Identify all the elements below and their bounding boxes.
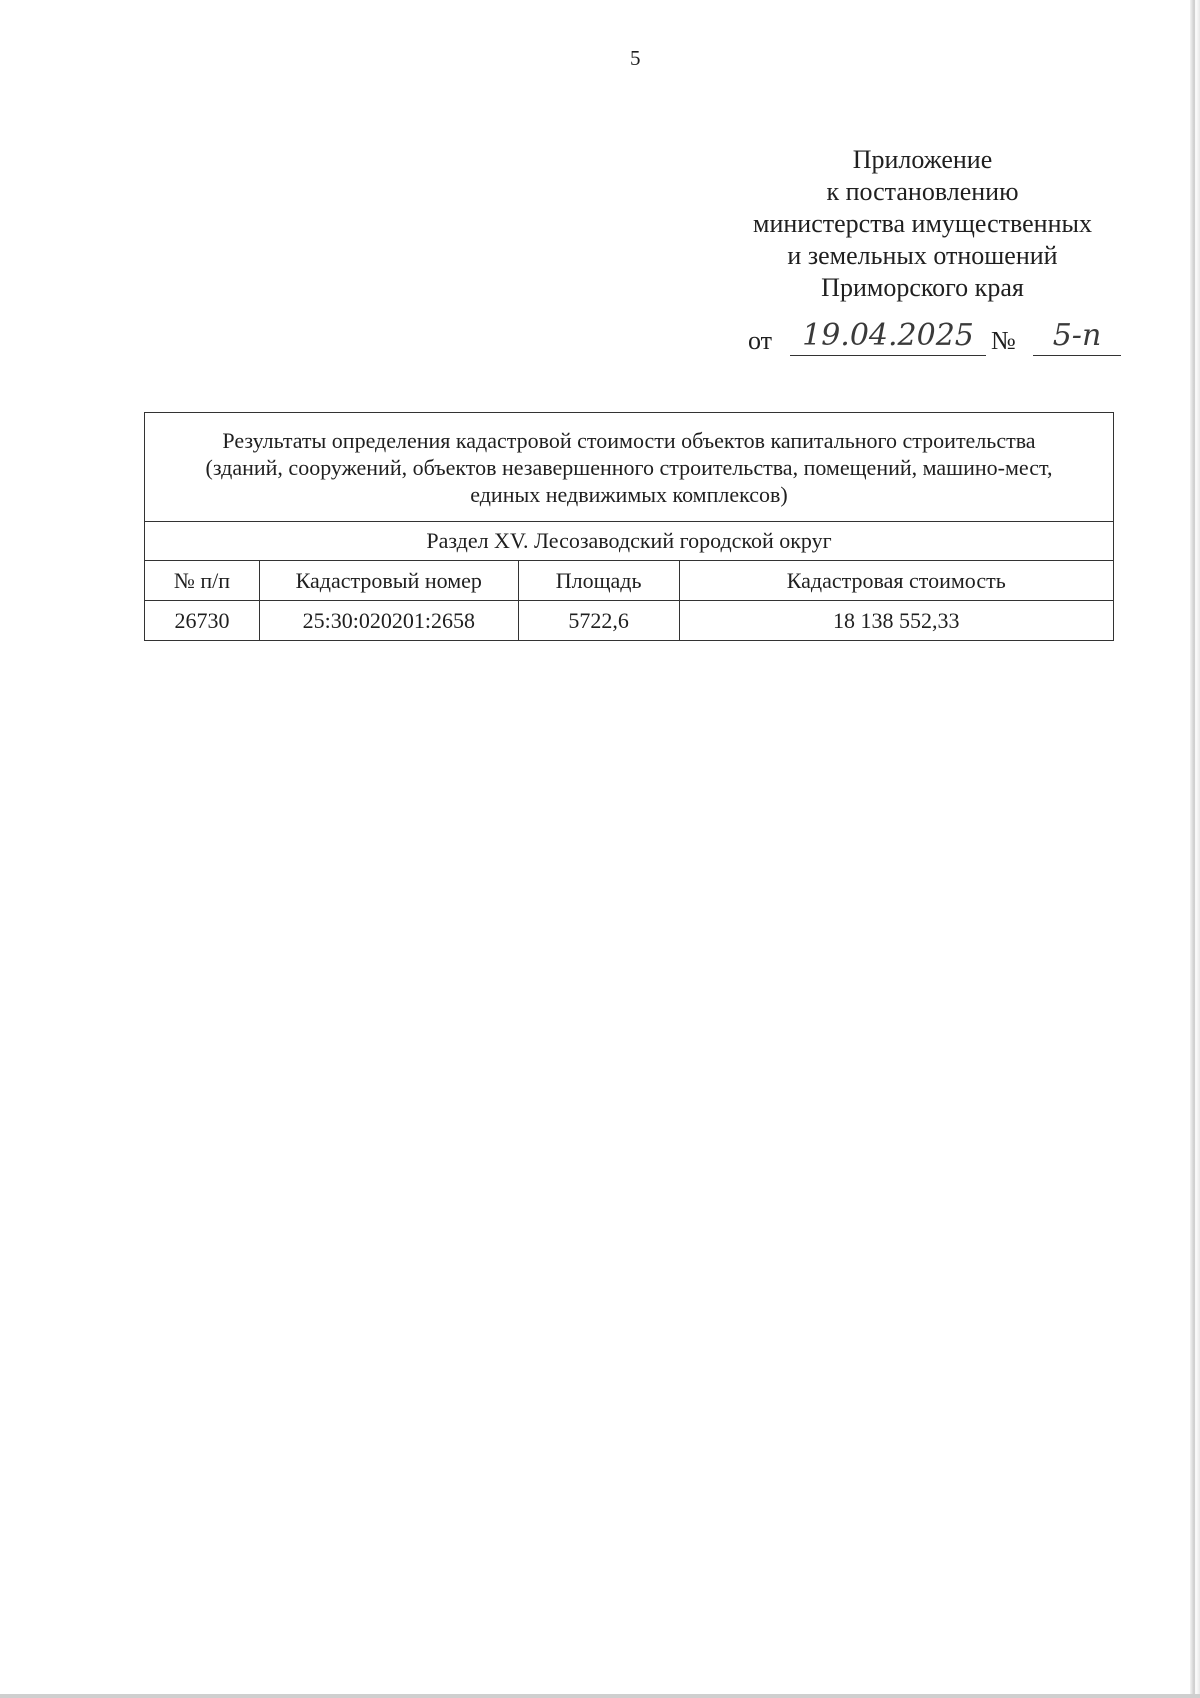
handwritten-date: 19.04.2025 xyxy=(790,318,986,356)
cell-cadastral-number: 25:30:020201:2658 xyxy=(259,601,518,641)
column-header-area: Площадь xyxy=(518,561,679,601)
page-number: 5 xyxy=(630,46,641,70)
cell-index: 26730 xyxy=(145,601,260,641)
appendix-line: Приморского края xyxy=(821,273,1024,302)
page-bottom-edge xyxy=(0,1694,1200,1698)
table-header-row xyxy=(145,561,1114,601)
cell-area: 5722,6 xyxy=(518,601,679,641)
table-title-line: Результаты определения кадастровой стоимости объектов капитального строительства xyxy=(222,427,1036,453)
table-title-line: (зданий, сооружений, объектов незавершенного строительства, помещений, машино-мест, xyxy=(205,454,1053,480)
table-row xyxy=(145,601,1114,641)
appendix-line: к постановлению xyxy=(826,177,1019,206)
cadastral-results-table xyxy=(144,412,1114,641)
column-header-cadastral-value: Кадастровая стоимость xyxy=(679,561,1113,601)
handwritten-number: 5-п xyxy=(1033,318,1121,356)
table-title-line: единых недвижимых комплексов) xyxy=(470,481,788,507)
column-header-cadastral-number: Кадастровый номер xyxy=(259,561,518,601)
section-title: Раздел XV. Лесозаводский городской округ xyxy=(145,522,1114,561)
appendix-heading xyxy=(720,144,1125,304)
number-label: № xyxy=(991,326,1016,355)
appendix-line: и земельных отношений xyxy=(787,241,1058,270)
cell-cadastral-value: 18 138 552,33 xyxy=(679,601,1113,641)
from-label: от xyxy=(748,326,773,355)
appendix-line: Приложение xyxy=(852,145,993,174)
table-title xyxy=(145,413,1114,522)
appendix-line: министерства имущественных xyxy=(753,209,1092,238)
page-edge-shadow xyxy=(1190,0,1200,1698)
column-header-index: № п/п xyxy=(145,561,260,601)
